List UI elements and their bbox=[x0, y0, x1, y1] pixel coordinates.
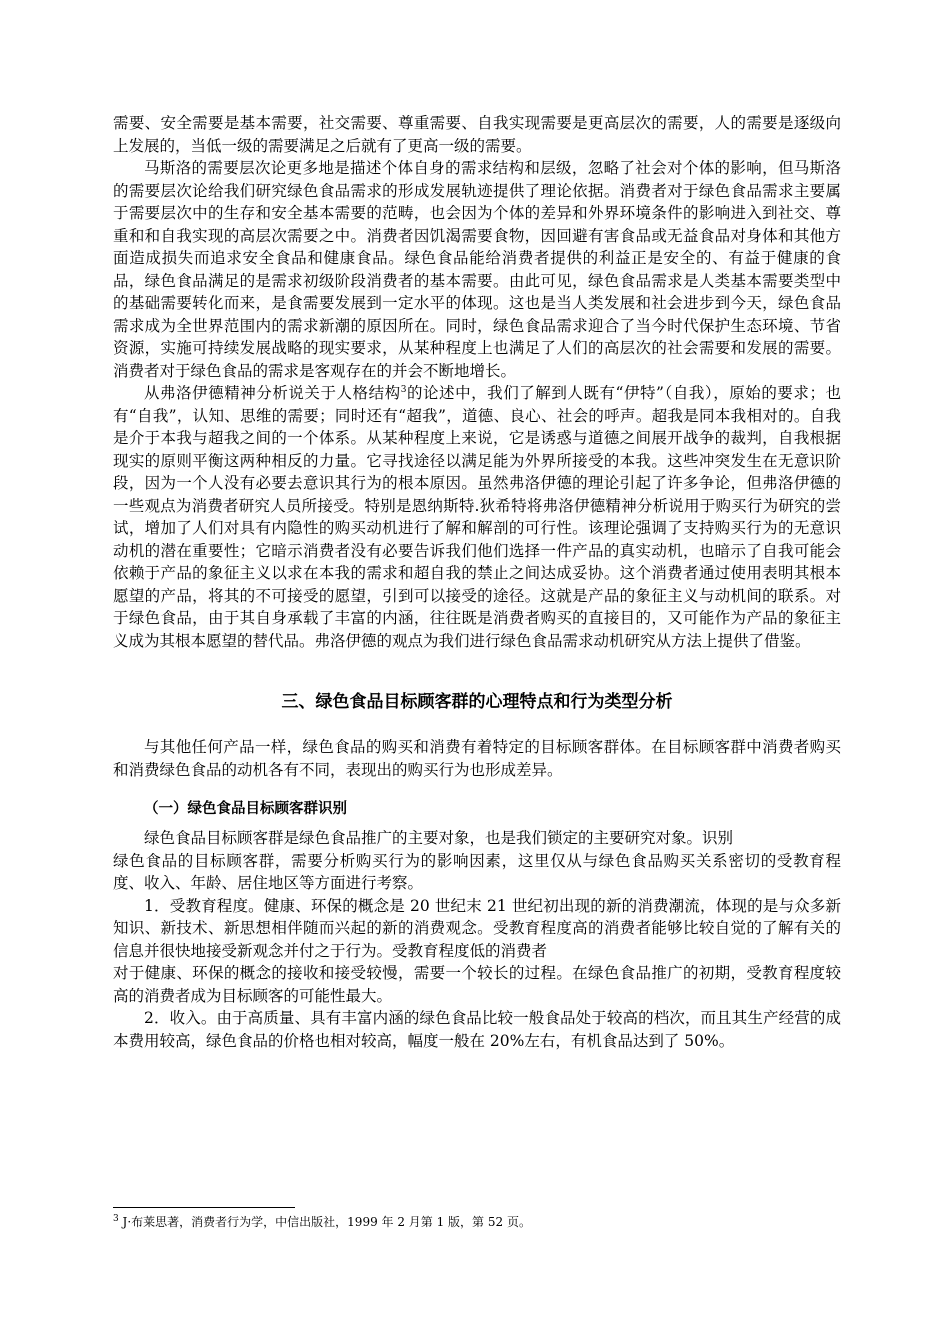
footnote-reference: 3 bbox=[400, 384, 407, 395]
footnote-marker: 3 bbox=[113, 1214, 119, 1224]
footnote-text: J·布莱思著，消费者行为学，中信出版社，1999 年 2 月第 1 版，第 52 页。 bbox=[118, 1215, 531, 1229]
body-text bbox=[113, 112, 841, 1052]
paragraph-maslow-needs-end: 需要、安全需要是基本需要，社交需要、尊重需要、自我实现需要是更高层次的需要，人的需要是逐级向上发展的，当低一级的需要满足之后就有了更高一级的需要。 bbox=[113, 114, 841, 155]
footnote bbox=[113, 1214, 841, 1230]
paragraph-maslow-theory: 马斯洛的需要层次论更多地是描述个体自身的需求结构和层级，忽略了社会对个体的影响，但马斯洛的需要层次论给我们研究绿色食品需求的形成发展轨迹提供了理论依据。消费者对于绿色食品需求主要属于需要层次中的生存和安全基本需要的范畴，也会因为个体的差异和外界环境条件的影响进入到社交、尊重和和自我实现的高层次需要之中。消费者因饥渴需要食物，因回避有害食品或无益食品对身体和其他方面造成损失而追求安全食品和健康食品。绿色食品能给消费者提供的利益正是安全的、有益于健康的食品，绿色食品满足的是需求初级阶段消费者的基本需要。由此可见，绿色食品需求是人类基本需要类型中的基础需要转化而来，是食需要发展到一定水平的体现。这也是当人类发展和社会进步到今天，绿色食品需求成为全世界范围内的需求新潮的原因所在。同时，绿色食品需求迎合了当今时代保护生态环境、节省资源，实施可持续发展战略的现实要求，从某种程度上也满足了人们的高层次的社会需要和发展的需要。消费者对于绿色食品的需求是客观存在的并会不断地增长。 bbox=[113, 159, 841, 380]
paragraph-income: 2．收入。由于高质量、具有丰富内涵的绿色食品比较一般食品处于较高的档次，而且其生产经营的成本费用较高，绿色食品的价格也相对较高，幅度一般在 20%左右，有机食品达到了 50%。 bbox=[113, 1009, 841, 1050]
paragraph-education-rest: 对于健康、环保的概念的接收和接受较慢，需要一个较长的过程。在绿色食品推广的初期，受教育程度较高的消费者成为目标顾客的可能性最大。 bbox=[113, 964, 841, 1005]
paragraph-freud-theory bbox=[113, 382, 841, 652]
paragraph-identification-line: 绿色食品目标顾客群是绿色食品推广的主要对象，也是我们锁定的主要研究对象。识别 bbox=[144, 829, 734, 847]
section-heading: 三、绿色食品目标顾客群的心理特点和行为类型分析 bbox=[281, 692, 673, 712]
paragraph-education: 1．受教育程度。健康、环保的概念是 20 世纪末 21 世纪初出现的新的消费潮流，体现的是与众多新知识、新技术、新思想相伴随而兴起的新的消费观念。受教育程度高的消费者能够比较自觉的了解有关的信息并很快地接受新观念并付之于行为。受教育程度低的消费者 bbox=[113, 896, 841, 960]
footnote-divider bbox=[113, 1207, 295, 1208]
freud-text-start: 从弗洛伊德精神分析说关于人格结构 bbox=[144, 384, 401, 402]
paragraph-target-customers-intro: 与其他任何产品一样，绿色食品的购买和消费有着特定的目标顾客群体。在目标顾客群中消费者购买和消费绿色食品的动机各有不同，表现出的购买行为也形成差异。 bbox=[113, 738, 841, 779]
paragraph-identification-rest: 绿色食品的目标顾客群，需要分析购买行为的影响因素，这里仅从与绿色食品购买关系密切的受教育程度、收入、年龄、居住地区等方面进行考察。 bbox=[113, 851, 841, 892]
freud-text-rest: 的论述中，我们了解到人既有“伊特”（自我），原始的要求；也有“自我”，认知、思维的需要；同时还有“超我”，道德、良心、社会的呼声。超我是同本我相对的。自我是介于本我与超我之间的一个体系。从某种程度上来说，它是诱惑与道德之间展开战争的裁判，自我根据现实的原则平衡这两种相反的力量。它寻找途径以满足能为外界所接受的本我。这些冲突发生在无意识阶段，因为一个人没有必要去意识其行为的根本原因。虽然弗洛伊德的理论引起了许多争论，但弗洛伊德的一些观点为消费者研究人员所接受。特别是恩纳斯特.狄希特将弗洛伊德精神分析说用于购买行为研究的尝试，增加了人们对具有内隐性的购买动机进行了解和解剖的可行性。该理论强调了支持购买行为的无意识动机的潜在重要性；它暗示消费者没有必要告诉我们他们选择一件产品的真实动机，也暗示了自我可能会依赖于产品的象征主义以求在本我的需求和超自我的禁止之间达成妥协。这个消费者通过使用表明其根本愿望的产品，将其的不可接受的愿望，引到可以接受的途径。这就是产品的象征主义与动机间的联系。对于绿色食品，由于其自身承载了丰富的内涵，往往既是消费者购买的直接目的，又可能作为产品的象征主义成为其根本愿望的替代品。弗洛伊德的观点为我们进行绿色食品需求动机研究从方法上提供了借鉴。 bbox=[113, 384, 841, 650]
subsection-heading: （一）绿色食品目标顾客群识别 bbox=[144, 801, 347, 817]
